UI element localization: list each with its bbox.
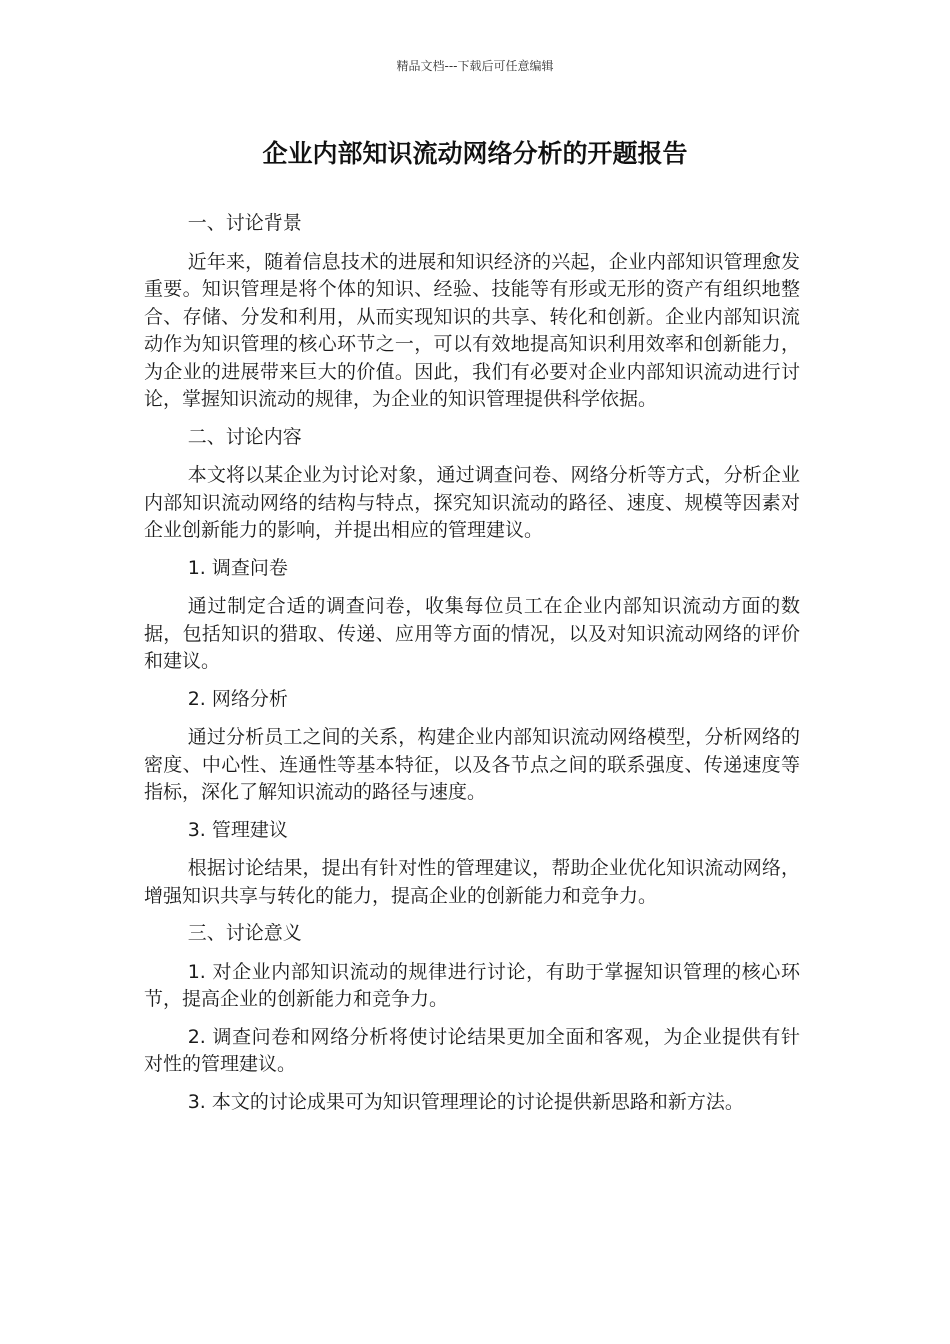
subheading-questionnaire: 1. 调查问卷	[187, 556, 288, 579]
paragraph-background: 近年来，随着信息技术的进展和知识经济的兴起，企业内部知识管理愈发重要。知识管理是将个体的知识、经验、技能等有形或无形的资产有组织地整合、存储、分发和利用，从而实现知识的共享、转化和创新。企业内部知识流动作为知识管理的核心环节之一，可以有效地提高知识利用效率和创新能力，为企业的进展带来巨大的价值。因此，我们有必要对企业内部知识流动进行讨论，掌握知识流动的规律，为企业的知识管理提供科学依据。	[144, 250, 800, 410]
paragraph-significance-2: 2. 调查问卷和网络分析将使讨论结果更加全面和客观，为企业提供有针对性的管理建议。	[144, 1025, 800, 1075]
document-title: 企业内部知识流动网络分析的开题报告	[262, 139, 688, 168]
section-heading-significance: 三、讨论意义	[187, 922, 302, 944]
paragraph-significance-1: 1. 对企业内部知识流动的规律进行讨论，有助于掌握知识管理的核心环节，提高企业的创新能力和竞争力。	[144, 960, 800, 1010]
document-body	[144, 210, 800, 1126]
subheading-network-analysis: 2. 网络分析	[187, 687, 288, 710]
paragraph-significance-3: 3. 本文的讨论成果可为知识管理理论的讨论提供新思路和新方法。	[187, 1090, 744, 1113]
section-heading-content: 二、讨论内容	[187, 425, 302, 448]
paragraph-content: 本文将以某企业为讨论对象，通过调查问卷、网络分析等方式，分析企业内部知识流动网络的结构与特点，探究知识流动的路径、速度、规模等因素对企业创新能力的影响，并提出相应的管理建议。	[144, 464, 800, 541]
subheading-management-suggestions: 3. 管理建议	[187, 818, 288, 841]
paragraph-questionnaire: 通过制定合适的调查问卷，收集每位员工在企业内部知识流动方面的数据，包括知识的猎取、传递、应用等方面的情况，以及对知识流动网络的评价和建议。	[144, 595, 800, 672]
section-heading-background: 一、讨论背景	[187, 212, 302, 234]
paragraph-network-analysis: 通过分析员工之间的关系，构建企业内部知识流动网络模型，分析网络的密度、中心性、连通性等基本特征，以及各节点之间的联系强度、传递速度等指标，深化了解知识流动的路径与速度。	[144, 726, 800, 803]
paragraph-management-suggestions: 根据讨论结果，提出有针对性的管理建议，帮助企业优化知识流动网络，增强知识共享与转化的能力，提高企业的创新能力和竞争力。	[144, 857, 800, 907]
running-header: 精品文档---下载后可任意编辑	[396, 59, 554, 73]
